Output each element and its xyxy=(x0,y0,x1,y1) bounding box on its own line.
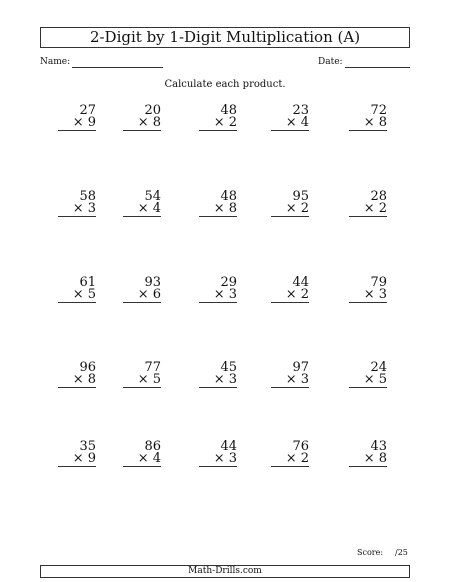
multiplicand: 97 xyxy=(292,360,309,375)
multiplicand: 79 xyxy=(370,275,387,290)
problem-item xyxy=(199,362,237,388)
problem-item xyxy=(123,362,161,388)
answer-line xyxy=(199,387,237,388)
answer-line xyxy=(199,466,237,467)
answer-line xyxy=(271,466,309,467)
problem-item xyxy=(271,441,309,467)
multiplier: × 8 xyxy=(363,115,387,130)
multiplier: × 9 xyxy=(72,451,96,466)
multiplicand: 96 xyxy=(79,360,96,375)
multiplicand: 86 xyxy=(144,439,161,454)
multiplicand: 27 xyxy=(79,103,96,118)
worksheet-title: 2-Digit by 1-Digit Multiplication (A) xyxy=(40,27,410,48)
multiplicand: 61 xyxy=(79,275,96,290)
problem-item xyxy=(199,277,237,303)
problem-item xyxy=(123,191,161,217)
multiplicand: 48 xyxy=(220,189,237,204)
problem-item xyxy=(123,277,161,303)
answer-line xyxy=(123,216,161,217)
multiplicand: 54 xyxy=(144,189,161,204)
multiplier: × 5 xyxy=(137,372,161,387)
multiplier: × 6 xyxy=(137,287,161,302)
multiplier: × 9 xyxy=(72,115,96,130)
multiplicand: 24 xyxy=(370,360,387,375)
multiplicand: 77 xyxy=(144,360,161,375)
answer-line xyxy=(349,302,387,303)
answer-line xyxy=(123,387,161,388)
multiplier: × 8 xyxy=(72,372,96,387)
multiplier: × 3 xyxy=(363,287,387,302)
multiplier: × 5 xyxy=(72,287,96,302)
problem-item xyxy=(58,105,96,131)
multiplier: × 8 xyxy=(137,115,161,130)
answer-line xyxy=(58,216,96,217)
multiplicand: 93 xyxy=(144,275,161,290)
problem-item xyxy=(349,277,387,303)
multiplicand: 28 xyxy=(370,189,387,204)
answer-line xyxy=(123,302,161,303)
multiplier: × 2 xyxy=(285,451,309,466)
multiplier: × 2 xyxy=(285,201,309,216)
answer-line xyxy=(349,387,387,388)
multiplicand: 35 xyxy=(79,439,96,454)
instructions: Calculate each product. xyxy=(164,79,286,90)
multiplicand: 43 xyxy=(370,439,387,454)
multiplier: × 3 xyxy=(285,372,309,387)
answer-line xyxy=(349,130,387,131)
multiplier: × 3 xyxy=(213,451,237,466)
multiplier: × 2 xyxy=(285,287,309,302)
answer-line xyxy=(271,216,309,217)
multiplier: × 5 xyxy=(363,372,387,387)
multiplicand: 95 xyxy=(292,189,309,204)
problem-item xyxy=(349,105,387,131)
footer: Math-Drills.com xyxy=(40,565,410,578)
multiplier: × 4 xyxy=(137,451,161,466)
multiplier: × 2 xyxy=(363,201,387,216)
score-label: Score: xyxy=(357,548,384,557)
problem-item xyxy=(349,441,387,467)
problem-item xyxy=(58,362,96,388)
multiplier: × 4 xyxy=(285,115,309,130)
problem-item xyxy=(199,441,237,467)
multiplier: × 8 xyxy=(213,201,237,216)
multiplicand: 58 xyxy=(79,189,96,204)
multiplier: × 8 xyxy=(363,451,387,466)
multiplier: × 4 xyxy=(137,201,161,216)
multiplicand: 76 xyxy=(292,439,309,454)
multiplicand: 29 xyxy=(220,275,237,290)
answer-line xyxy=(271,302,309,303)
answer-line xyxy=(58,302,96,303)
answer-line xyxy=(58,387,96,388)
answer-line xyxy=(199,302,237,303)
problem-item xyxy=(271,191,309,217)
multiplicand: 44 xyxy=(220,439,237,454)
problem-item xyxy=(123,441,161,467)
problem-item xyxy=(349,191,387,217)
problem-item xyxy=(199,105,237,131)
answer-line xyxy=(123,130,161,131)
problem-item xyxy=(271,105,309,131)
multiplicand: 44 xyxy=(292,275,309,290)
multiplier: × 3 xyxy=(213,287,237,302)
answer-line xyxy=(58,130,96,131)
multiplier: × 3 xyxy=(213,372,237,387)
problem-item xyxy=(199,191,237,217)
problem-item xyxy=(58,277,96,303)
problem-item xyxy=(58,441,96,467)
answer-line xyxy=(199,216,237,217)
multiplicand: 20 xyxy=(144,103,161,118)
score-total: /25 xyxy=(395,548,408,557)
answer-line xyxy=(58,466,96,467)
answer-line xyxy=(199,130,237,131)
multiplicand: 45 xyxy=(220,360,237,375)
problem-item xyxy=(271,277,309,303)
problem-item xyxy=(349,362,387,388)
name-label: Name: xyxy=(40,57,71,67)
problem-item xyxy=(58,191,96,217)
multiplicand: 72 xyxy=(370,103,387,118)
multiplier: × 2 xyxy=(213,115,237,130)
multiplicand: 23 xyxy=(292,103,309,118)
answer-line xyxy=(123,466,161,467)
date-label: Date: xyxy=(318,57,343,67)
answer-line xyxy=(349,466,387,467)
multiplicand: 48 xyxy=(220,103,237,118)
problem-item xyxy=(271,362,309,388)
answer-line xyxy=(349,216,387,217)
answer-line xyxy=(271,387,309,388)
answer-line xyxy=(271,130,309,131)
problem-item xyxy=(123,105,161,131)
multiplier: × 3 xyxy=(72,201,96,216)
